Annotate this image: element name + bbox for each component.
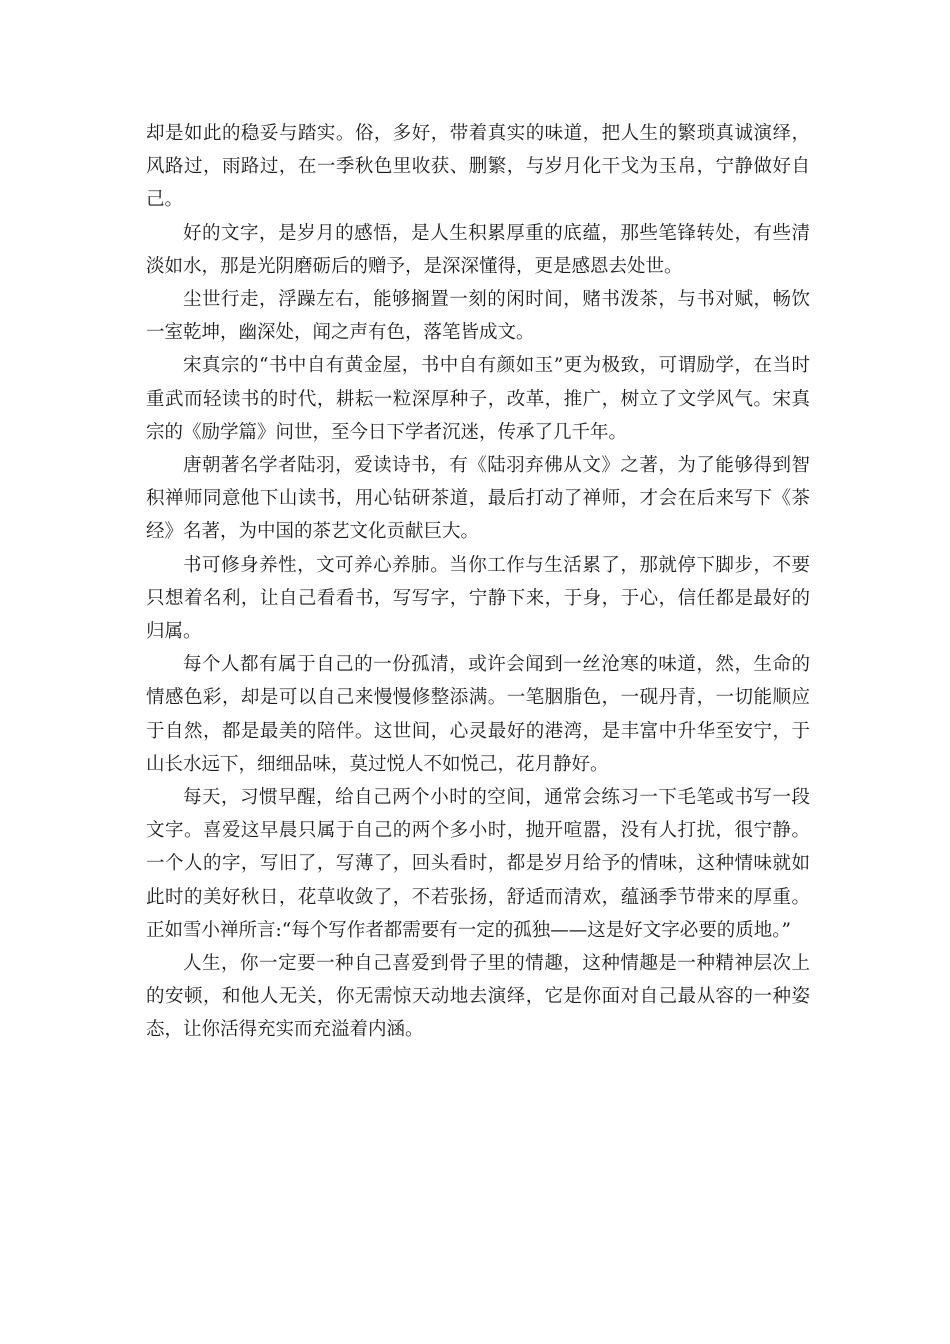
paragraph-7: 每个人都有属于自己的一份孤清，或许会闻到一丝沧寒的味道，然，生命的情感色彩，却是可以自己来慢慢修整添满。一笔胭脂色，一砚丹青，一切能顺应于自然，都是最美的陪伴。这世间，心灵最好的港湾，是丰富中升华至安宁，于山长水远下，细细品味，莫过悦人不如悦己，花月静好。 [146,654,810,775]
paragraph-6: 书可修身养性，文可养心养肺。当你工作与生活累了，那就停下脚步，不要只想着名利，让自己看看书，写写字，宁静下来，于身，于心，信任都是最好的归属。 [146,554,810,643]
paragraph-3: 尘世行走，浮躁左右，能够搁置一刻的闲时间，赌书泼茶，与书对赋，畅饮一室乾坤，幽深处，闻之声有色，落笔皆成文。 [146,289,810,344]
paragraph-2: 好的文字，是岁月的感悟，是人生积累厚重的底蕴，那些笔锋转处，有些清淡如水，那是光阴磨砺后的赠予，是深深懂得，更是感恩去处世。 [146,222,810,277]
paragraph-5: 唐朝著名学者陆羽，爱读诗书，有《陆羽弃佛从文》之著，为了能够得到智积禅师同意他下山读书，用心钻研茶道，最后打动了禅师，才会在后来写下《茶经》名著，为中国的茶艺文化贡献巨大。 [146,455,810,543]
paragraph-8: 每天，习惯早醒，给自己两个小时的空间，通常会练习一下毛笔或书写一段文字。喜爱这早晨只属于自己的两个多小时，抛开喧嚣，没有人打扰，很宁静。一个人的字，写旧了，写薄了，回头看时，都是岁月给予的情味，这种情味就如此时的美好秋日，花草收敛了，不若张扬，舒适而清欢，蕴涵季节带来的厚重。正如雪小禅所言:“每个写作者都需要有一定的孤独——这是好文字必要的质地。” [146,787,810,941]
essay-body [146,117,810,1047]
paragraph-9: 人生，你一定要一种自己喜爱到骨子里的情趣，这种情趣是一种精神层次上的安顿，和他人无关，你无需惊天动地去演绎，它是你面对自己最从容的一种姿态，让你活得充实而充溢着内涵。 [146,953,810,1041]
paragraph-1: 却是如此的稳妥与踏实。俗，多好，带着真实的味道，把人生的繁琐真诚演绎，风路过，雨路过，在一季秋色里收获、删繁，与岁月化干戈为玉帛，宁静做好自己。 [146,123,810,211]
paragraph-4: 宋真宗的“书中自有黄金屋，书中自有颜如玉”更为极致，可谓励学，在当时重武而轻读书的时代，耕耘一粒深厚种子，改革，推广，树立了文学风气。宋真宗的《励学篇》问世，至今日下学者沉迷，传承了几千年。 [146,355,810,443]
